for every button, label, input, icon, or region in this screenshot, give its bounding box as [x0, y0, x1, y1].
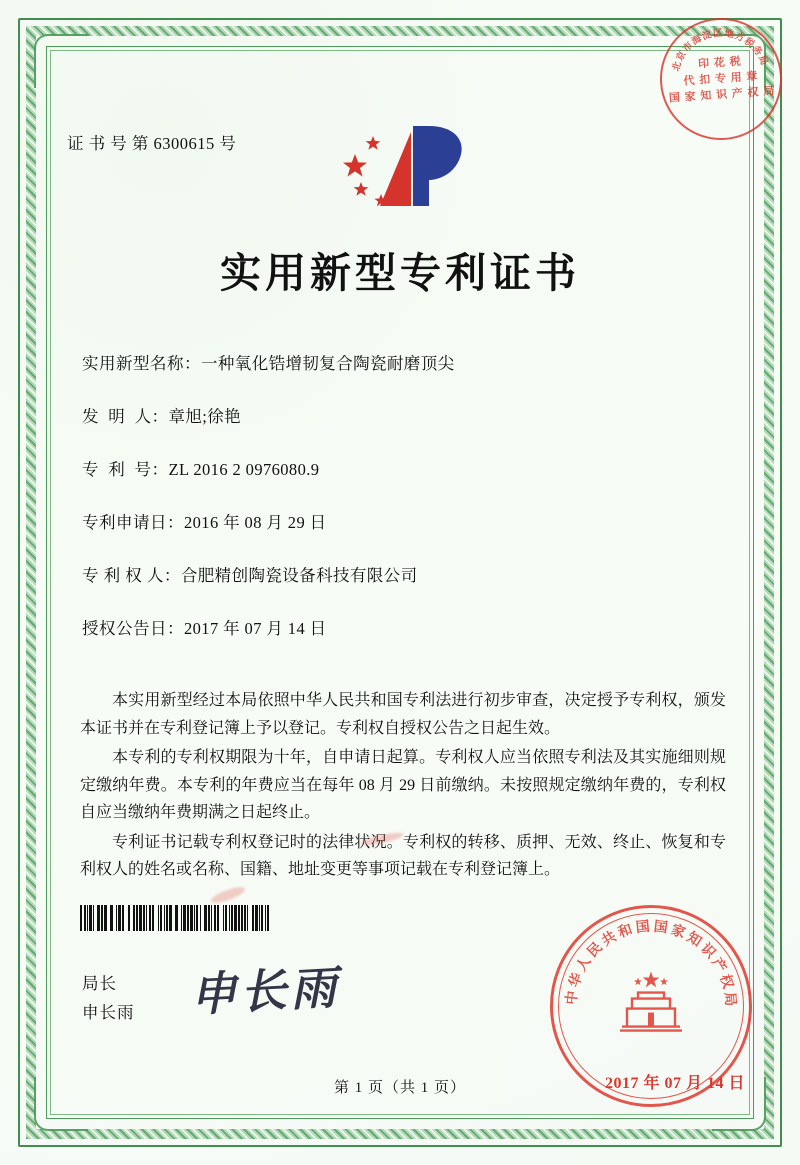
ink-smudge: [209, 884, 246, 906]
seal-arc-char: 民: [585, 940, 606, 961]
barcode-bar: [93, 905, 94, 931]
seal-arc-char: 共: [599, 929, 620, 950]
field-utility-model-name: [82, 350, 730, 374]
cnipa-logo-icon: [325, 110, 475, 220]
field-label: 发 明 人：: [82, 407, 169, 426]
barcode-bar: [146, 905, 147, 931]
barcode-bar: [204, 905, 206, 931]
field-label: 专 利 号：: [82, 460, 169, 479]
seal-arc-char: 国: [652, 919, 669, 937]
tax-seal-line-1: 印 花 税: [697, 55, 742, 71]
barcode-bar: [190, 905, 192, 931]
barcode-bar: [265, 905, 266, 931]
certificate-number: 证 书 号 第 6300615 号: [67, 134, 237, 153]
paragraph-2: 本专利的专利权期限为十年，自申请日起算。专利权人应当依照专利法及其实施细则规定缴纳年费。本专利的年费应当在每年 08 月 29 日前缴纳。未按照规定缴纳年费的，专利权自应当缴纳年费期满之日起终止。: [80, 749, 726, 822]
barcode-bar: [223, 905, 224, 931]
director-title-label: 局长: [82, 974, 117, 993]
seal-arc-char: 局: [721, 991, 738, 1007]
field-value: 2016 年 08 月 29 日: [184, 513, 327, 532]
paragraph-1: 本实用新型经过本局依照中华人民共和国专利法进行初步审查，决定授予专利权，颁发本证书并在专利登记簿上予以登记。专利权自授权公告之日起生效。: [80, 692, 726, 737]
barcode-bar: [116, 905, 117, 931]
barcode-bar: [225, 905, 227, 931]
barcode-bar: [247, 905, 248, 931]
barcode-bar: [166, 905, 168, 931]
seal-arc-char: 海: [690, 34, 704, 48]
barcode-bar: [267, 905, 269, 931]
body-text: [80, 687, 726, 886]
page-title: 实用新型专利证书: [220, 250, 580, 296]
seal-arc-char: 区: [712, 28, 723, 40]
barcode-bar: [84, 905, 86, 931]
field-value: 章旭;徐艳: [168, 407, 242, 426]
seal-arc-char: 知: [683, 930, 704, 951]
field-label: 专利申请日：: [82, 513, 184, 532]
barcode-bar: [200, 905, 201, 931]
seal-arc-char: 产: [708, 955, 729, 976]
field-value: 一种氧化锆增韧复合陶瓷耐磨顶尖: [201, 354, 455, 373]
barcode-bar: [252, 905, 254, 931]
seal-arc-char: 京: [675, 49, 689, 64]
barcode-bar: [149, 905, 151, 931]
barcode-bar: [229, 905, 230, 931]
barcode-bar: [194, 905, 195, 931]
barcode-bar: [104, 905, 106, 931]
seal-arc-char: 税: [741, 36, 756, 51]
seal-arc-char: 局: [755, 54, 769, 68]
tax-seal-line-3: 国 家 知 识 产 权 局: [668, 85, 776, 105]
field-inventor: [82, 403, 730, 427]
paragraph-3: 专利证书记载专利权登记时的法律状况。专利权的转移、质押、无效、终止、恢复和专利权人的姓名或名称、国籍、地址变更等事项记载在专利登记簿上。: [80, 833, 726, 879]
seal-arc-char: 北: [671, 60, 684, 73]
field-application-date: [82, 509, 730, 533]
seal-arc-char: 家: [668, 922, 687, 942]
barcode-bar: [118, 905, 120, 931]
barcode-bar: [101, 905, 103, 931]
barcode-bar: [164, 905, 165, 931]
barcode-bar: [183, 905, 185, 931]
barcode-bar: [110, 905, 112, 931]
barcode-bar: [143, 905, 145, 931]
barcode-bar: [133, 905, 134, 931]
barcode-bar: [139, 905, 141, 931]
barcode-bar: [136, 905, 138, 931]
seal-arc-char: 淀: [701, 29, 714, 43]
barcode-bar: [160, 905, 162, 931]
barcode-bar: [97, 905, 99, 931]
barcode-bar: [261, 905, 263, 931]
field-value: 2017 年 07 月 14 日: [184, 619, 327, 638]
field-label: 授权公告日：: [82, 619, 184, 638]
barcode-bar: [169, 905, 171, 931]
barcode-bar: [80, 905, 82, 931]
barcode-bar: [217, 905, 219, 931]
seal-arc-char: 务: [749, 44, 764, 59]
barcode-bar: [208, 905, 210, 931]
seal-arc-char: 人: [574, 954, 595, 975]
seal-arc-char: 权: [716, 972, 735, 991]
barcode-bar: [187, 905, 189, 931]
seal-arc-char: 和: [616, 922, 635, 942]
barcode-bar: [238, 905, 240, 931]
seal-date: 2017 年 07 月 14 日: [604, 1075, 745, 1092]
field-list: [82, 350, 730, 668]
barcode-bar: [241, 905, 242, 931]
seal-arc-char: 国: [635, 919, 651, 937]
barcode-bar: [214, 905, 216, 931]
seal-arc-char: 中: [564, 990, 582, 1006]
seal-arc-char: 识: [697, 941, 718, 962]
barcode-bar: [231, 905, 233, 931]
barcode-bar: [122, 905, 124, 931]
tax-seal-line-2: 代 扣 专 用 章: [683, 70, 759, 88]
seal-arc-char: 华: [567, 971, 587, 990]
barcode-bar: [87, 905, 88, 931]
barcode-bar: [244, 905, 246, 931]
barcode-bar: [175, 905, 177, 931]
barcode-bar: [128, 905, 130, 931]
seal-arc-char: 地: [723, 28, 735, 41]
field-label: 专 利 权 人：: [82, 566, 181, 585]
barcode-bar: [89, 905, 91, 931]
barcode-bar: [259, 905, 260, 931]
field-patent-number: [82, 456, 730, 480]
national-emblem-icon: [608, 969, 694, 1041]
seal-arc-char: 方: [732, 31, 746, 45]
barcode-bar: [158, 905, 159, 931]
seal-arc-char: 市: [681, 40, 696, 55]
field-label: 实用新型名称：: [82, 354, 201, 373]
barcode-bar: [234, 905, 236, 931]
field-grant-announcement-date: [82, 615, 730, 639]
field-value: ZL 2016 2 0976080.9: [168, 460, 320, 479]
barcode-bar: [152, 905, 154, 931]
signature-block: [82, 970, 135, 1028]
barcode-bar: [181, 905, 182, 931]
barcode-bar: [196, 905, 198, 931]
page-indicator: 第 1 页（共 1 页）: [333, 1080, 466, 1096]
barcode-bar: [255, 905, 257, 931]
barcode-bar: [211, 905, 212, 931]
tax-stamp-seal: [656, 14, 786, 144]
field-patentee: [82, 562, 730, 586]
field-value: 合肥精创陶瓷设备科技有限公司: [180, 566, 418, 585]
director-name-label: 申长雨: [82, 1002, 135, 1022]
handwritten-signature: 申长雨: [188, 960, 342, 1022]
patent-barcode: [80, 905, 295, 931]
